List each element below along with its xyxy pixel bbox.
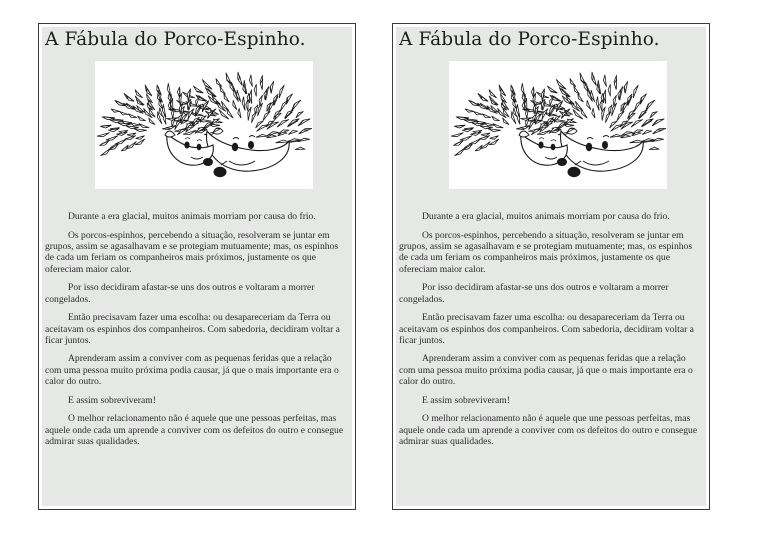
- document-page-left: [38, 23, 356, 510]
- paragraph: Durante a era glacial, muitos animais morriam por causa do frio.: [422, 211, 670, 222]
- paragraph: Os porcos-espinhos, percebendo a situação, resolveram se juntar em grupos, assim se agasalhavam e se protegiam mutuamente; mas, os espinhos de cada um feriam os companheiros mais próximos, justamente os que ofereciam maior calor.: [45, 229, 339, 275]
- hedgehog-drawing: [95, 61, 313, 189]
- page-title: A Fábula do Porco-Espinho.: [45, 29, 306, 50]
- paragraph: Por isso decidiram afastar-se uns dos outros e voltaram a morrer congelados.: [45, 282, 315, 305]
- two-hedgehogs-illustration: [449, 61, 667, 189]
- left-hedgehog: [97, 83, 221, 166]
- paragraph: Então precisavam fazer uma escolha: ou desapareceriam da Terra ou aceitavam os espinhos dos companheiros. Com sabedoria, decidiram voltar a ficar juntos.: [45, 312, 340, 346]
- page-content: [396, 27, 706, 506]
- paragraph: Os porcos-espinhos, percebendo a situação, resolveram se juntar em grupos, assim se agasalhavam e se protegiam mutuamente; mas, os espinhos de cada um feriam os companheiros mais próximos, justamente os que ofereciam maior calor.: [399, 229, 693, 275]
- fable-text: [399, 211, 700, 455]
- paragraph: O melhor relacionamento não é aquele que une pessoas perfeitas, mas aquele onde cada um aprende a conviver com os defeitos do outro e consegue admirar suas qualidades.: [399, 413, 698, 448]
- document-page-right: [392, 23, 710, 510]
- paragraph: Aprenderam assim a conviver com as pequenas feridas que a relação com uma pessoa muito próxima podia causar, já que o mais importante era o calor do outro.: [45, 353, 339, 388]
- paragraph: Aprenderam assim a conviver com as pequenas feridas que a relação com uma pessoa muito próxima podia causar, já que o mais importante era o calor do outro.: [399, 353, 693, 388]
- two-hedgehogs-illustration: [95, 61, 313, 189]
- paragraph: Durante a era glacial, muitos animais morriam por causa do frio.: [68, 211, 316, 222]
- page-content: [42, 27, 352, 506]
- paragraph: E assim sobreviveram!: [422, 394, 510, 406]
- paragraph: E assim sobreviveram!: [68, 394, 156, 406]
- left-hedgehog: [451, 83, 575, 166]
- paragraph: O melhor relacionamento não é aquele que une pessoas perfeitas, mas aquele onde cada um aprende a conviver com os defeitos do outro e consegue admirar suas qualidades.: [45, 413, 344, 448]
- paragraph: Então precisavam fazer uma escolha: ou desapareceriam da Terra ou aceitavam os espinhos dos companheiros. Com sabedoria, decidiram voltar a ficar juntos.: [399, 312, 694, 346]
- hedgehog-drawing: [449, 61, 667, 189]
- page-title: A Fábula do Porco-Espinho.: [399, 29, 660, 50]
- fable-text: [45, 211, 346, 455]
- paragraph: Por isso decidiram afastar-se uns dos outros e voltaram a morrer congelados.: [399, 282, 669, 305]
